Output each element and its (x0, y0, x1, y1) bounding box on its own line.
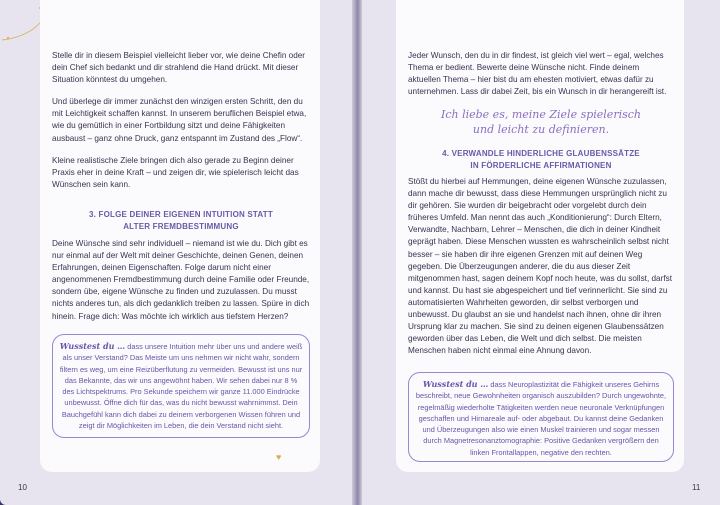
heading-line: 4. VERWANDLE HINDERLICHE GLAUBENSSÄTZE (442, 149, 640, 158)
book-gutter (352, 0, 362, 505)
section-heading-3 (52, 209, 310, 233)
box-lead: Wusstest du … (422, 379, 489, 389)
info-box-neuroplasticity (408, 372, 674, 462)
box-text: dass unsere Intuition mehr über uns und andere weiß als unser Verstand? Das Meiste um uns nehmen wir nicht wahr, sondern filtern es weg, um eine Reizüberflutung zu vermeiden. Bewusst ist uns nur das Bekannte, das wir uns angewöhnt haben. Wir sehen dabei nur 8 % des Lichtspektrums. Pro Sekunde speichern wir ganze 11.000 Eindrücke unbewusst. Öffne dich für das, was du nicht bewusst wahrnimmst. Dein Bauchgefühl kann dich dabei zu deinem verborgenen Wissen führen und zeigt dir Möglichkeiten im Leben, die dein Verstand nicht sieht. (59, 342, 303, 431)
heading-line: ALTER FREMDBESTIMMUNG (123, 222, 239, 231)
paragraph: Stelle dir in diesem Beispiel vielleicht lieber vor, wie deine Chefin oder dein Chef sich bedankt und dir strahlend die Hand drückt. Mit dieser Situation könntest du umgehen. (52, 51, 306, 85)
quote-line: Ich liebe es, meine Ziele spielerisch (441, 108, 641, 121)
heading-line: IN FÖRDERLICHE AFFIRMATIONEN (470, 161, 612, 170)
heading-line: 3. FOLGE DEINER EIGENEN INTUITION STATT (89, 210, 273, 219)
box-text: dass Neuroplastizität die Fähigkeit unseres Gehirns beschreibt, neue Gewohnheiten organisch auszubilden? Durch ungewohnte, regelmäßig wiederholte Tätigkeiten werden neue neuronale Verknüpfungen geschaffen und Hirnareale auf- oder abgebaut. Du kannst deine Gedanken und Überzeugungen also wie einen Muskel trainieren und sogar messen durch Magnetresonanztomographie: Positive Gedanken vergrößern den linken Frontallappen, negative den rechten. (415, 380, 667, 457)
box-lead: Wusstest du … (59, 341, 126, 351)
left-body-text (52, 238, 310, 333)
paragraph: Stößt du hierbei auf Hemmungen, deine eigenen Wünsche zuzulassen, dann mache dir bewusst, dass diese Hemmungen ursprünglich nicht zu dir gehören. Sie wurden dir beigebracht oder vorgelebt durch dein früheres Umfeld. Man nennt das auch „Konditionierung“: Durch Eltern, Verwandte, Nachbarn, Lehrer – Menschen, die dich in deiner Kindheit geprägt haben. Diese Menschen wussten es wahrscheinlich selbst nicht besser – sie haben dir ihre eigenen Grenzen mit auf deinen Weg gegeben. Die Überzeugungen anderer, die du aus dieser Zeit mitgenommen hast, sagen deinem Kopf noch heute, was du sollst, darfst und kannst. Du hast sie abgespeichert und tief verinnerlicht. Sie sind zu automatisierten Wahrheiten geworden, dir selbst verborgen und unbewusst. Du glaubst an sie und handelst nach ihnen, ohne dir ihren Ursprung klar zu machen. Sie sind zu deinen eigenen Glaubenssätzen geworden über das Leben, die Welt und dich selbst. Die meisten Menschen haben nicht einmal eine Ahnung davon. (408, 177, 672, 356)
paragraph: Jeder Wunsch, den du in dir findest, ist gleich viel wert – egal, welches Thema er bedient. Bewerte deine Wünsche nicht. Finde deinem aktuellen Thema – hier bist du am ehesten motiviert, etwas dafür zu unternehmen. Lass dir dabei Zeit, bis ein Wunsch in dir herangereift ist. (408, 51, 667, 97)
affirmation-quote (408, 107, 674, 137)
info-box-intuition (52, 334, 310, 438)
left-intro-text (52, 50, 310, 201)
right-body-text (408, 176, 674, 367)
page-number-right: 11 (692, 483, 701, 492)
section-heading-4 (408, 148, 674, 172)
paragraph: Kleine realistische Ziele bringen dich also gerade zu Beginn deiner Praxis eher in deine Kraft – und zeigen dir, wie spielerisch leicht das Wünschen sein kann. (52, 155, 299, 189)
page-number-left: 10 (18, 483, 27, 492)
heart-icon: ♥ (276, 452, 282, 462)
paragraph: Und überlege dir immer zunächst den winzigen ersten Schritt, den du mit Leichtigkeit schaffen kannst. In unserem beruflichen Beispiel etwa, wie du gemütlich in einer Fortbildung sitzt und deine Fähigkeiten ausbaust – ganz ohne Druck, ganz entspannt im Zustand des „Flow“. (52, 97, 307, 143)
paragraph: Deine Wünsche sind sehr individuell – niemand ist wie du. Dich gibt es nur einmal auf der Welt mit deiner Geschichte, deinen Genen, deinen Erfahrungen, deinen Eigenschaften. Folge darum nicht einer angenommenen Fremdbestimmung durch deine Familie oder Freunde, sondern übe, eigene Wünsche zu finden und zuzulassen. Du musst nichts anderes tun, als dich gedanklich treiben zu lassen. Spüre in dich hinein. Frage dich: Was möchte ich wirklich aus tiefstem Herzen? (52, 239, 310, 321)
quote-line: und leicht zu definieren. (472, 123, 610, 136)
right-intro-text (408, 50, 674, 108)
